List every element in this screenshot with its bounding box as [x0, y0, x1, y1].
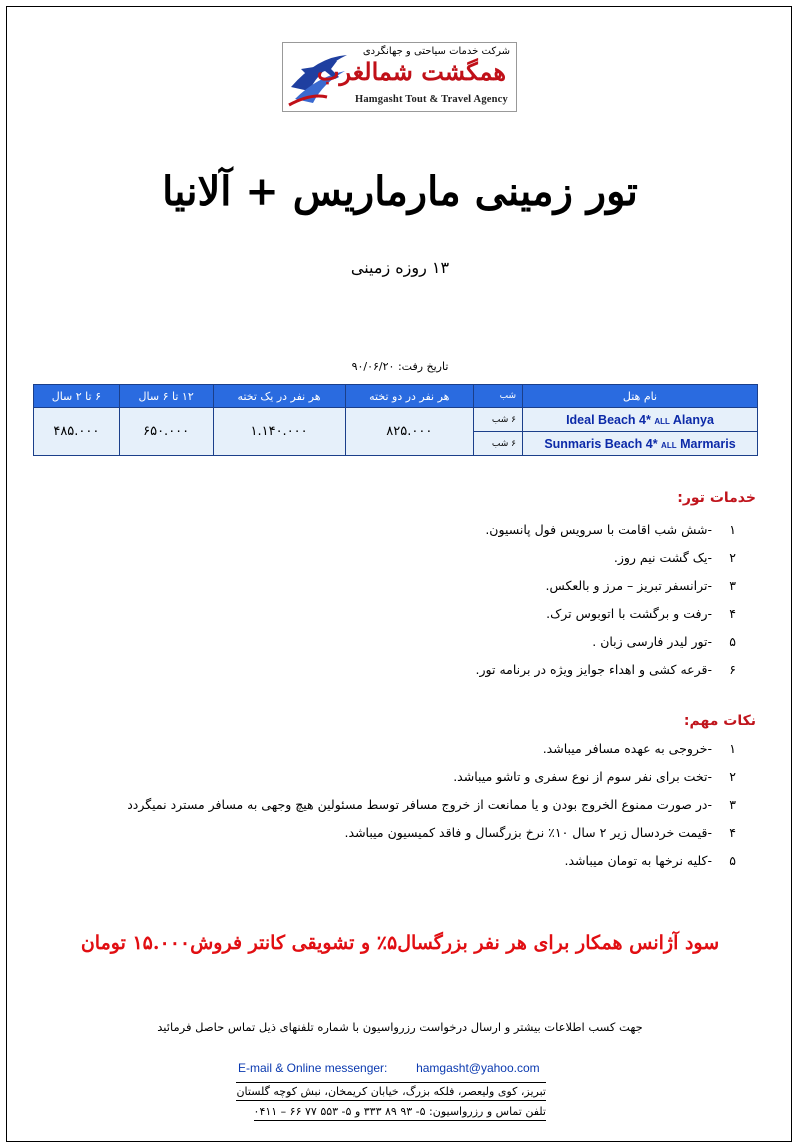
logo-name: همگشت شمالغرب — [316, 57, 506, 86]
item-text: -یک گشت نیم روز. — [613, 550, 712, 565]
header-child-12-6: ۱۲ تا ۶ سال — [119, 385, 213, 408]
table-header-row — [34, 385, 758, 408]
services-section — [475, 490, 756, 684]
email-line — [238, 1061, 540, 1075]
board-type: ALL — [654, 416, 670, 426]
services-list — [476, 516, 736, 684]
price-child-6-2: ۴۸۵.۰۰۰ — [34, 408, 120, 456]
departure-date: تاریخ رفت: ۹۰/۰۶/۲۰ — [351, 360, 449, 373]
price-table — [33, 384, 758, 456]
item-text: -تور لیدر فارسی زبان . — [592, 634, 712, 649]
item-number: ۱ — [729, 522, 736, 537]
item-number: ۱ — [729, 741, 736, 756]
item-text: -قرعه کشی و اهداء جوایز ویژه در برنامه تور. — [475, 662, 712, 677]
item-text: -قیمت خردسال زیر ۲ سال ۱۰٪ نرخ بزرگسال و فاقد کمیسیون میباشد. — [344, 825, 712, 840]
item-number: ۵ — [729, 853, 736, 868]
price-single: ۱.۱۴۰.۰۰۰ — [213, 408, 345, 456]
hotel-city: Marmaris — [680, 436, 736, 451]
list-item — [476, 516, 736, 544]
email-address[interactable]: hamgasht@yahoo.com — [416, 1061, 540, 1075]
item-number: ۶ — [729, 662, 736, 677]
hotel-name-cell — [523, 408, 758, 432]
list-item — [127, 791, 736, 819]
services-title: خدمات تور: — [677, 490, 756, 506]
list-item — [476, 544, 736, 572]
notes-title: نکات مهم: — [683, 713, 756, 729]
header-nights: شب — [474, 385, 523, 408]
header-child-6-2: ۶ تا ۲ سال — [34, 385, 120, 408]
page-title: تور زمینی مارماریس + آلانیا — [162, 168, 638, 215]
hotel-city: Alanya — [672, 412, 714, 427]
logo-english-name: Hamgasht Tout & Travel Agency — [354, 94, 508, 105]
list-item — [476, 656, 736, 684]
header-single: هر نفر در یک تخته — [213, 385, 345, 408]
nights-cell: ۶ شب — [474, 432, 523, 456]
item-number: ۳ — [729, 578, 736, 593]
email-label: E-mail & Online messenger: — [238, 1061, 388, 1075]
nights-cell: ۶ شب — [474, 408, 523, 432]
list-item — [127, 735, 736, 763]
item-text: -ترانسفر تبریز – مرز و بالعکس. — [545, 578, 712, 593]
item-number: ۴ — [729, 606, 736, 621]
list-item — [476, 600, 736, 628]
header-hotel: نام هتل — [523, 385, 758, 408]
notes-list — [127, 735, 736, 875]
agency-commission-promo: سود آژانس همکار برای هر نفر بزرگسال۵٪ و تشویقی کانتر فروش۱۵.۰۰۰ تومان — [80, 932, 720, 954]
item-text: -در صورت ممنوع الخروج بودن و یا ممانعت از خروج مسافر توسط مسئولین هیچ وجهی به مسافر مسترد نمیگردد — [127, 797, 712, 812]
item-number: ۲ — [729, 769, 736, 784]
list-item — [127, 763, 736, 791]
hotel-name: Sunmaris Beach 4* — [544, 436, 658, 451]
item-number: ۴ — [729, 825, 736, 840]
logo-subtitle: شرکت خدمات سیاحتی و جهانگردی — [362, 46, 510, 57]
price-child-12-6: ۶۵۰.۰۰۰ — [119, 408, 213, 456]
hotel-name: Ideal Beach 4* — [566, 412, 651, 427]
item-number: ۲ — [729, 550, 736, 565]
item-text: -شش شب اقامت با سرویس فول پانسیون. — [485, 522, 712, 537]
list-item — [476, 572, 736, 600]
item-text: -رفت و برگشت با اتوبوس ترک. — [546, 606, 712, 621]
hotel-name-cell — [523, 432, 758, 456]
phone-numbers: تلفن تماس و رزرواسیون: ۵- ۹۳ ۸۹ ۳۳۳ و ۵- ۵۵۳ ۷۷ ۶۶ – ۰۴۱۱ — [254, 1105, 546, 1121]
agency-logo — [282, 42, 517, 112]
page-subtitle: ۱۳ روزه زمینی — [350, 258, 450, 277]
notes-section — [127, 713, 756, 875]
item-text: -تخت برای نفر سوم از نوع سفری و تاشو میباشد. — [453, 769, 712, 784]
item-text: -خروجی به عهده مسافر میباشد. — [542, 741, 712, 756]
item-number: ۵ — [729, 634, 736, 649]
address: تبریز، کوی ولیعصر، فلکه بزرگ، خیابان کریمخان، نبش کوچه گلستان — [236, 1082, 546, 1101]
board-type: ALL — [661, 440, 677, 450]
table-row — [34, 408, 758, 432]
item-number: ۳ — [729, 797, 736, 812]
price-double: ۸۲۵.۰۰۰ — [345, 408, 473, 456]
contact-note: جهت کسب اطلاعات بیشتر و ارسال درخواست رزرواسیون با شماره تلفنهای ذیل تماس حاصل فرمائید — [157, 1020, 643, 1034]
list-item — [476, 628, 736, 656]
item-text: -کلیه نرخها به تومان میباشد. — [564, 853, 712, 868]
header-double: هر نفر در دو تخته — [345, 385, 473, 408]
list-item — [127, 819, 736, 847]
list-item — [127, 847, 736, 875]
